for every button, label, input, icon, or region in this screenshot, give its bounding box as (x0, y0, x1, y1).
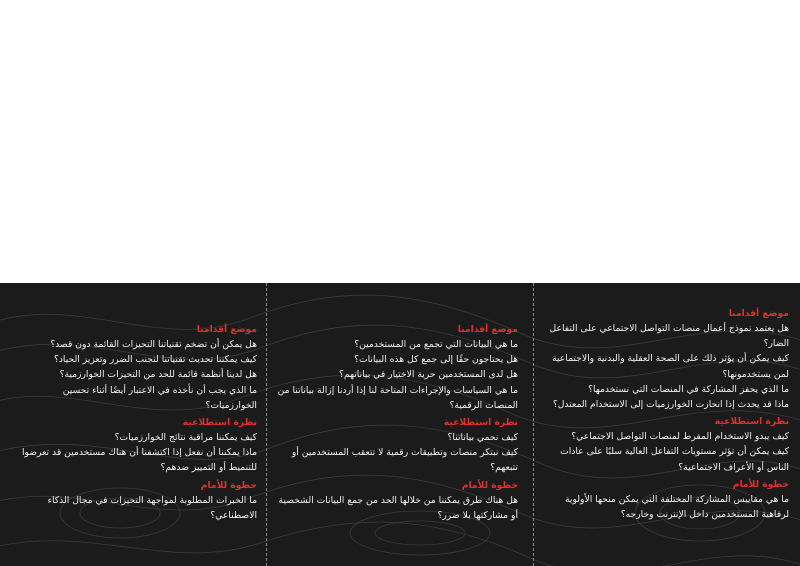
question-line: هل يمكن أن تضخم تقنياتنا التحيزات القائمة دون قصد؟ (50, 339, 257, 350)
question-line: كيف يبدو الاستخدام المفرط لمنصات التواصل الاجتماعي؟ (571, 431, 789, 443)
fold-line-right (533, 283, 534, 566)
section-heading: موضع أقدامنا (196, 324, 257, 335)
panel-right (544, 307, 789, 522)
question-line: هل يعتمد نموذج أعمال منصات التواصل الاجتماعي على التفاعل الضار؟ (549, 323, 789, 350)
panel-middle (273, 323, 518, 523)
question-line: ماذا قد يحدث إذا انحازت الخوارزميات إلى الاستخدام المعتدل؟ (552, 399, 789, 411)
question-line: ما هي البيانات التي تجمع من المستخدمين؟ (354, 339, 518, 350)
question-line: كيف يمكن أن تؤثر مستويات التفاعل العالية سلبًا على عادات الناس أو الأعراف الاجتماعية؟ (560, 446, 789, 473)
section-heading: موضع أقدامنا (728, 308, 789, 319)
question-line: ما هي السياسات والإجراءات المتاحة لنا إذا أردنا إزالة بياناتنا من المنصات الرقمية؟ (277, 384, 518, 411)
question-line: هل يحتاجون حقًا إلى جمع كل هذه البيانات؟ (354, 354, 518, 366)
question-line: ما الذي يحفز المشاركة في المنصات التي نستخدمها؟ (588, 383, 789, 395)
question-line: كيف نبتكر منصات وتطبيقات رقمية لا تتعقب المستخدمين أو تتبعهم؟ (291, 447, 518, 474)
question-line: ما الخبرات المطلوبة لمواجهة التحيزات في مجال الذكاء الاصطناعي؟ (47, 494, 257, 521)
question-line: هل لدى المستخدمين حرية الاختيار في بياناتهم؟ (338, 369, 518, 381)
section-heading: خطوة للأمام (461, 479, 518, 491)
question-line: كيف نحمي بياناتنا؟ (447, 432, 518, 444)
dark-info-band (0, 283, 800, 566)
section-heading: خطوة للأمام (200, 479, 257, 491)
question-line: كيف يمكننا مراقبة نتائج الخوارزميات؟ (114, 432, 257, 444)
section-heading: نظرة استطلاعية (443, 417, 518, 429)
section-heading: نظرة استطلاعية (714, 416, 789, 428)
question-line: هل هناك طرق يمكننا من خلالها الحد من جمع البيانات الشخصية أو مشاركتها بلا ضرر؟ (278, 494, 518, 521)
fold-line-left (266, 283, 267, 566)
panel-left (12, 323, 257, 523)
section-heading: نظرة استطلاعية (182, 417, 257, 429)
question-line: هل لدينا أنظمة قائمة للحد من التحيزات الخوارزمية؟ (59, 369, 257, 381)
section-heading: خطوة للأمام (732, 478, 789, 490)
question-line: ماذا يمكننا أن نفعل إذا اكتشفنا أن هناك مستخدمين قد تعرضوا للتنميط أو التمييز ضدهم؟ (21, 447, 257, 474)
question-line: ما الذي يجب أن نأخذه في الاعتبار أيضًا أثناء تحسين الخوارزميات؟ (62, 384, 257, 411)
question-line: كيف يمكن أن يؤثر ذلك على الصحة العقلية والبدنية والاجتماعية لمن يستخدمونها؟ (552, 353, 789, 380)
question-line: كيف يمكننا تحديث تقنياتنا لتجنب الضرر وتعزيز الحياد؟ (53, 354, 257, 366)
section-heading: موضع أقدامنا (457, 324, 518, 335)
question-line: ما هي مقاييس المشاركة المختلفة التي يمكن منحها الأولوية لرفاهية المستخدمين داخل الإنترنت وخارجه؟ (564, 493, 789, 521)
